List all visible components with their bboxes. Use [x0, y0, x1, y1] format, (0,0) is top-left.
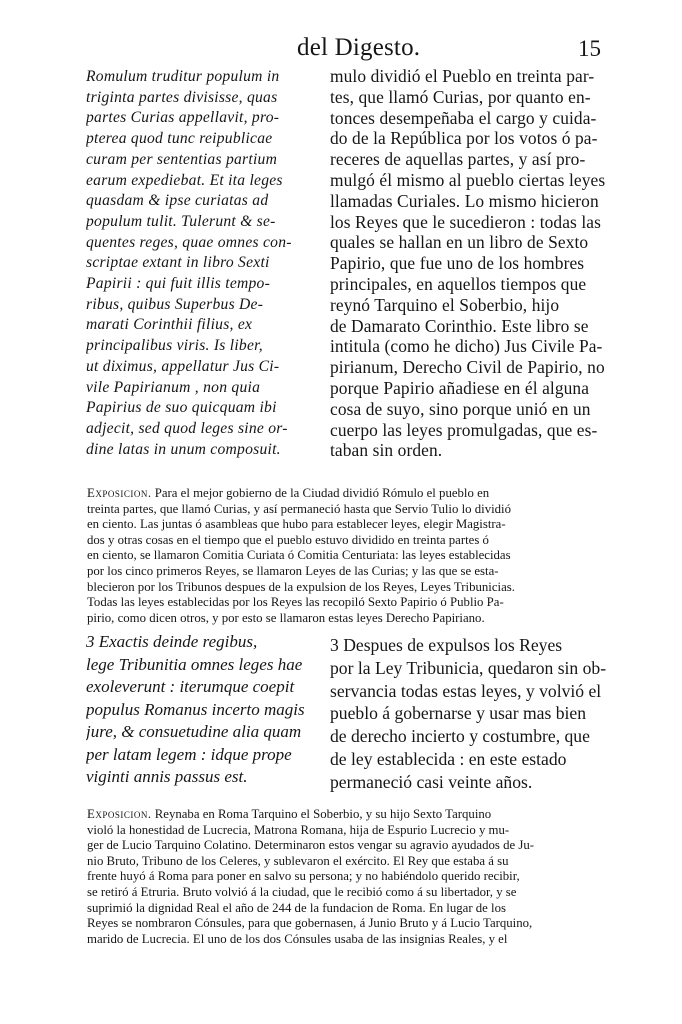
text-line: lege Tribunitia omnes leges hae	[86, 654, 303, 674]
text-line: do de la República por los votos ó pa-	[330, 128, 598, 149]
text-line: llamadas Curiales. Lo mismo hicieron	[330, 190, 599, 211]
text-line: pueblo á gobernarse y usar mas bien	[330, 703, 587, 724]
text-line: quales se hallan en un libro de Sexto	[330, 232, 589, 253]
text-line: Papirius de suo quicquam ibi	[86, 399, 277, 417]
text-line: en ciento. Las juntas ó asambleas que hubo para establecer leyes, elegir Magistra-	[87, 517, 506, 532]
text-line: reynó Tarquino el Soberbio, hijo	[330, 294, 560, 315]
text-line: adjecit, sed quod leges sine or-	[86, 419, 288, 437]
text-line: principales, en aquellos tiempos que	[330, 273, 587, 294]
spanish-text-column	[330, 634, 620, 794]
text-line: receres de aquellas partes, y así pro-	[330, 149, 586, 170]
text-line: marido de Lucrecia. El uno de los dos Cónsules usaba de las insignias Reales, y el	[87, 931, 508, 946]
text-line: dine latas in unum composuit.	[86, 440, 281, 458]
text-line: dos y otras cosas en el tiempo que el pueblo estuvo dividido en treinta partes ó	[87, 532, 489, 547]
text-line: intitula (como he dicho) Jus Civile Pa-	[330, 336, 603, 357]
text-line: por los cinco primeros Reyes, se llamaron Leyes de las Curias; y las que se esta-	[87, 563, 499, 578]
text-line: tes, que llamó Curias, por quanto en-	[330, 86, 591, 107]
page-number: 15	[578, 36, 601, 61]
text-line: suprimió la dignidad Real el año de 244 de la fundacion de Roma. En lugar de los	[87, 900, 506, 915]
text-line: blecieron por los Tribunos despues de la expulsion de los Reyes, Leyes Tribunicias.	[87, 579, 515, 594]
exposicion-paragraph	[87, 486, 627, 626]
exposicion-label: Exposicion.	[87, 486, 152, 500]
text-line: pterea quod tunc reipublicae	[86, 130, 273, 148]
text-line: pirianum, Derecho Civil de Papirio, no	[330, 357, 605, 378]
text-line: triginta partes divisisse, quas	[86, 88, 278, 106]
text-line: en ciento, se llamaron Comitia Curiata ó Comitia Centuriata: las leyes establecidas	[87, 548, 511, 563]
text-line: per latam legem : idque prope	[86, 744, 292, 764]
text-line: viginti annis passus est.	[86, 767, 248, 786]
text-line: cosa de suyo, sino porque unió en un	[330, 398, 591, 419]
text-line-body: Reynaba en Roma Tarquino el Soberbio, y su hijo Sexto Tarquino	[154, 807, 492, 821]
text-line: Romulum truditur populum in	[86, 68, 280, 85]
text-line	[87, 807, 627, 823]
latin-text-column	[86, 631, 316, 789]
text-line: taban sin orden.	[330, 440, 443, 461]
text-line: earum expediebat. Et ita leges	[86, 171, 283, 189]
text-line: Reyes se nombraron Cónsules, para que gobernasen, á Junio Bruto y á Lucio Tarquino,	[87, 916, 533, 931]
text-line: porque Papirio añadiese en él alguna	[330, 377, 590, 398]
text-line: ger de Lucio Tarquino Colatino. Determinaron estos vengar su agravio ayudados de Ju-	[87, 838, 534, 853]
text-line: quentes reges, quae omnes con-	[86, 233, 292, 251]
text-line: permaneció casi veinte años.	[330, 771, 533, 792]
text-line: populus Romanus incerto magis	[86, 699, 305, 719]
text-line: populum tulit. Tulerunt & se-	[86, 212, 276, 230]
text-line: frente huyó á Roma para poner en salvo su persona; y no habiéndolo querido recibir,	[87, 869, 520, 884]
text-line: Papirii : qui fuit illis tempo-	[86, 275, 271, 293]
text-line: de ley establecida : en este estado	[330, 748, 567, 769]
text-line-body: Para el mejor gobierno de la Ciudad dividió Rómulo el pueblo en	[154, 486, 490, 500]
text-line	[87, 486, 627, 502]
latin-text-column	[86, 67, 308, 460]
text-line: treinta partes, que llamó Curias, y así permaneció hasta que Servio Tulio lo dividió	[87, 501, 511, 516]
text-line: principalibus viris. Is liber,	[86, 337, 263, 355]
text-line: Papirio, que fue uno de los hombres	[330, 253, 585, 274]
text-line: violó la honestidad de Lucrecia, Matrona Romana, hija de Espurio Lucrecio y mu-	[87, 822, 510, 837]
text-line: 3 Despues de expulsos los Reyes	[330, 635, 563, 655]
running-header	[0, 34, 682, 64]
text-line: curam per sententias partium	[86, 150, 278, 168]
text-line: se retiró á Etruria. Bruto volvió á la ciudad, que le recibió como á su libertador, y se	[87, 884, 517, 899]
text-line: mulgó él mismo al pueblo ciertas leyes	[330, 169, 606, 190]
text-line: los Reyes que le sucedieron : todas las	[330, 211, 601, 232]
text-line: quasdam & ipse curiatas ad	[86, 192, 269, 210]
text-line: partes Curias appellavit, pro-	[86, 109, 280, 127]
text-line: jure, & consuetudine alia quam	[86, 722, 302, 741]
text-line: scriptae extant in libro Sexti	[86, 254, 270, 272]
text-line: nio Bruto, Tribuno de los Celeres, y sublevaron el exército. El Rey que estaba á su	[87, 853, 509, 868]
text-line: pirio, como dicen otros, y por esto se llamaron estas leyes Derecho Papiriano.	[87, 610, 485, 625]
text-line: 3 Exactis deinde regibus,	[86, 632, 258, 651]
text-line: Todas las leyes establecidas por los Reyes las recopiló Sexto Papirio ó Publio Pa-	[87, 595, 504, 610]
text-line: cuerpo las leyes promulgadas, que es-	[330, 419, 598, 440]
text-line: ut diximus, appellatur Jus Ci-	[86, 357, 280, 375]
text-line: vile Papirianum , non quia	[86, 378, 261, 396]
exposicion-paragraph	[87, 807, 627, 947]
text-line: por la Ley Tribunicia, quedaron sin ob-	[330, 657, 607, 678]
text-line: de derecho incierto y costumbre, que	[330, 726, 590, 747]
text-line: exoleverunt : iterumque coepit	[86, 677, 295, 696]
text-line: mulo dividió el Pueblo en treinta par-	[330, 66, 595, 86]
text-line: tonces desempeñaba el cargo y cuida-	[330, 107, 597, 128]
spanish-text-column	[330, 66, 618, 461]
running-title: del Digesto.	[297, 34, 421, 61]
text-line: marati Corinthii filius, ex	[86, 316, 253, 334]
text-line: servancia todas estas leyes, y volvió el	[330, 680, 602, 701]
text-line: ribus, quibus Superbus De-	[86, 295, 264, 313]
text-line: de Damarato Corinthio. Este libro se	[330, 315, 589, 336]
exposicion-label: Exposicion.	[87, 807, 152, 821]
